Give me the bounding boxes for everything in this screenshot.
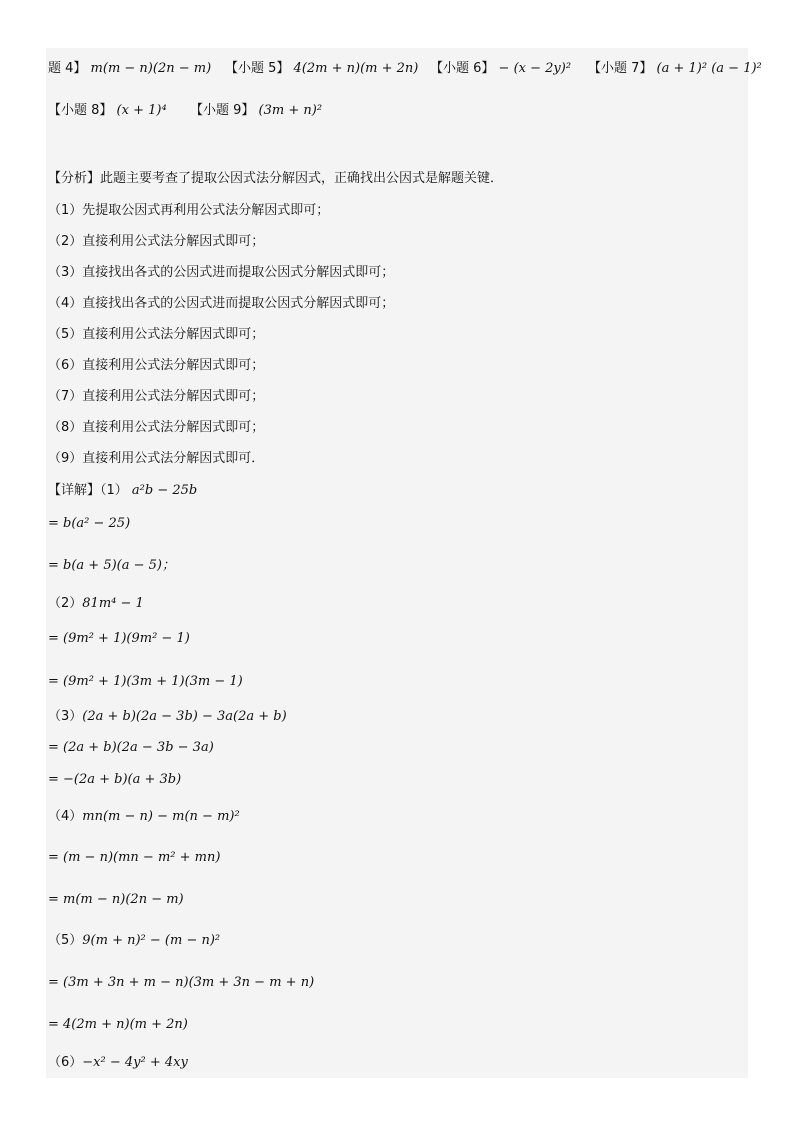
answer-8 xyxy=(48,102,188,120)
step-expression: = b(a² − 25) xyxy=(48,516,131,531)
answer-label: 【小题 5】 xyxy=(225,61,290,76)
step-expression: 81m⁴ − 1 xyxy=(82,596,144,611)
details-step xyxy=(48,595,744,613)
step-expression: = (2a + b)(2a − 3b − 3a) xyxy=(48,740,214,755)
details-step xyxy=(48,891,744,909)
step-expression: = (9m² + 1)(9m² − 1) xyxy=(48,631,190,646)
analysis-item-5: （5）直接利用公式法分解因式即可； xyxy=(48,327,265,342)
step-expression: = b(a + 5)(a − 5)； xyxy=(48,558,175,573)
analysis-item-2: （2）直接利用公式法分解因式即可； xyxy=(48,234,265,249)
answer-label: 题 4】 xyxy=(48,61,87,76)
analysis-item-8: （8）直接利用公式法分解因式即可； xyxy=(48,420,265,435)
answer-expression: 4(2m + n)(m + 2n) xyxy=(293,61,419,76)
details-label: 【详解】（1） xyxy=(48,483,128,498)
details-step xyxy=(48,771,744,789)
answer-expression: (x + 1)⁴ xyxy=(116,103,167,118)
answer-label: 【小题 8】 xyxy=(48,103,113,118)
step-expression: = m(m − n)(2n − m) xyxy=(48,892,184,907)
details-step xyxy=(48,974,744,992)
details-step xyxy=(48,932,744,950)
step-expression: 9(m + n)² − (m − n)² xyxy=(82,933,221,948)
details-step xyxy=(48,557,744,575)
details-step xyxy=(48,673,744,691)
step-expression: mn(m − n) − m(n − m)² xyxy=(82,809,240,824)
step-expression: (2a + b)(2a − 3b) − 3a(2a + b) xyxy=(82,709,287,724)
answer-expression: (a + 1)² (a − 1)² xyxy=(656,61,762,76)
analysis-item-4: （4）直接找出各式的公因式进而提取公因式分解因式即可； xyxy=(48,296,395,311)
step-prefix: （6） xyxy=(48,1055,83,1070)
step-prefix: （3） xyxy=(48,709,83,724)
analysis-item-9: （9）直接利用公式法分解因式即可． xyxy=(48,451,265,466)
answer-label: 【小题 6】 xyxy=(430,61,495,76)
step-expression: = −(2a + b)(a + 3b) xyxy=(48,772,182,787)
details-step xyxy=(48,708,744,726)
step-expression: = (m − n)(mn − m² + mn) xyxy=(48,850,221,865)
details-step xyxy=(48,808,744,826)
answer-9 xyxy=(190,102,390,120)
step-prefix: （4） xyxy=(48,809,83,824)
analysis-item-1: （1）先提取公因式再利用公式法分解因式即可； xyxy=(48,203,330,218)
answer-label: 【小题 9】 xyxy=(190,103,255,118)
analysis-item-3: （3）直接找出各式的公因式进而提取公因式分解因式即可； xyxy=(48,265,395,280)
answer-expression: m(m − n)(2n − m) xyxy=(90,61,212,76)
answer-expression: (3m + n)² xyxy=(258,103,323,118)
step-expression: −x² − 4y² + 4xy xyxy=(82,1055,188,1070)
analysis-heading: 【分析】此题主要考查了提取公因式法分解因式，正确找出公因式是解题关键． xyxy=(48,171,504,186)
answer-label: 【小题 7】 xyxy=(588,61,653,76)
answer-7 xyxy=(588,60,762,78)
step-expression: = (9m² + 1)(3m + 1)(3m − 1) xyxy=(48,674,243,689)
details-heading xyxy=(48,482,744,500)
details-step xyxy=(48,630,744,648)
answer-5 xyxy=(225,60,419,78)
answer-6 xyxy=(430,60,580,78)
step-prefix: （2） xyxy=(48,596,83,611)
step-expression: = 4(2m + n)(m + 2n) xyxy=(48,1017,188,1032)
details-step xyxy=(48,1054,744,1072)
analysis-item-7: （7）直接利用公式法分解因式即可； xyxy=(48,389,265,404)
details-step xyxy=(48,739,744,757)
details-step xyxy=(48,515,744,533)
analysis-item-6: （6）直接利用公式法分解因式即可； xyxy=(48,358,265,373)
answer-expression: − (x − 2y)² xyxy=(498,61,572,76)
step-expression: = (3m + 3n + m − n)(3m + 3n − m + n) xyxy=(48,975,315,990)
details-expression: a²b − 25b xyxy=(131,483,198,498)
step-prefix: （5） xyxy=(48,933,83,948)
details-step xyxy=(48,1016,744,1034)
details-step xyxy=(48,849,744,867)
